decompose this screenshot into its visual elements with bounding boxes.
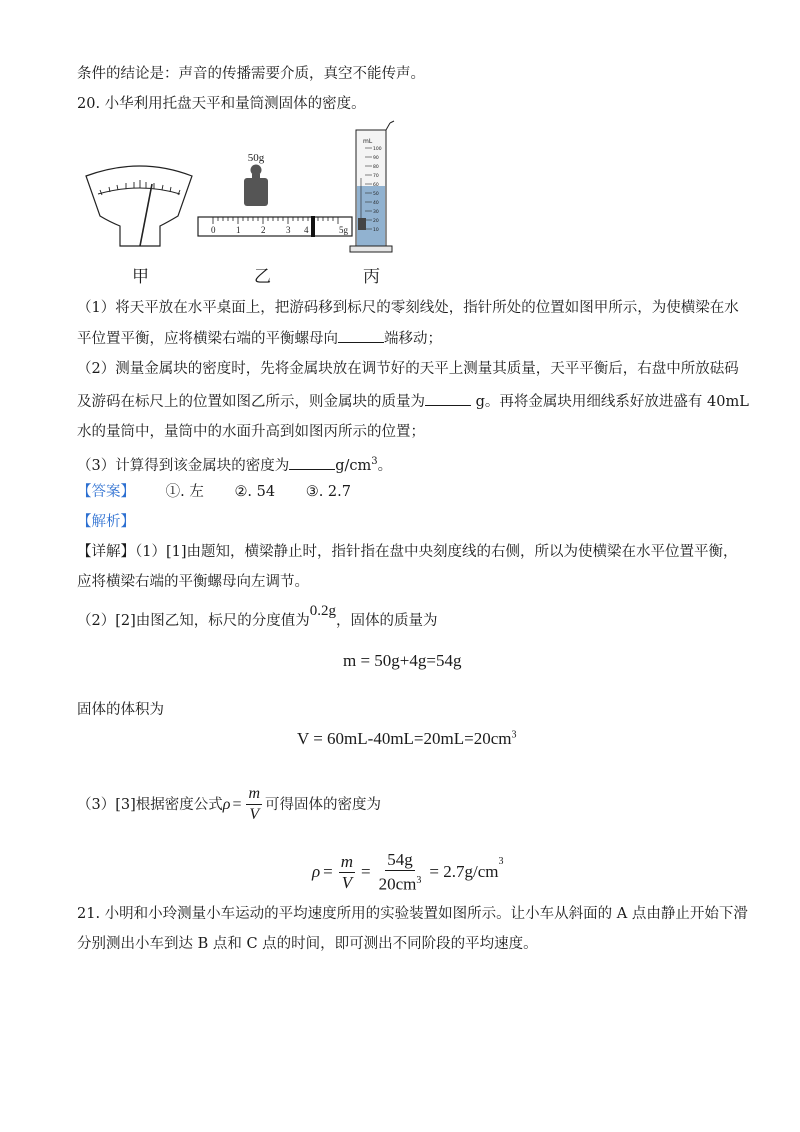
superscript: 3: [498, 856, 504, 867]
text-span: （3）[3]根据密度公式: [77, 796, 223, 813]
question-21-line-2: 分别测出小车到达 B 点和 C 点的时间，即可测出不同阶段的平均速度。: [77, 936, 538, 952]
answer-blank[interactable]: [289, 455, 335, 470]
weight-label: 50g: [247, 152, 265, 164]
question-part-1-cont: [77, 328, 442, 349]
text-span: （2）[2]由图乙知，标尺的分度值为: [77, 613, 310, 629]
ruler-tick-4: 4: [304, 225, 309, 235]
detail-line-5: [77, 784, 381, 825]
text-line: 条件的结论是：声音的传播需要介质，真空不能传声。: [77, 66, 425, 82]
measuring-cylinder: [350, 121, 394, 252]
cylinder-unit: mL: [363, 138, 373, 145]
detail-line-1: [77, 542, 738, 562]
dial-figure-jia: [86, 166, 192, 246]
rho-symbol: ρ: [222, 795, 231, 813]
superscript: 3: [416, 875, 422, 886]
cylinder-tick: 40: [373, 201, 379, 206]
text-span: g。再将金属块用细线系好放进盛有 40mL: [471, 394, 749, 410]
cylinder-tick: 30: [373, 210, 379, 215]
question-part-3: [77, 452, 392, 476]
question-20-title: 20. 小华利用托盘天平和量筒测固体的密度。: [77, 96, 366, 112]
fraction-numerator: m: [340, 851, 354, 871]
equals-sign: =: [323, 862, 333, 882]
detail-line-3: [77, 603, 438, 631]
figure-label-bing: 丙: [363, 267, 380, 287]
rider-slider: [311, 216, 315, 237]
division-value: 0.2g: [309, 603, 337, 619]
fraction-denominator: V: [249, 806, 260, 823]
answer-tag: 【答案】: [77, 484, 135, 500]
equation-volume: [297, 729, 516, 749]
cylinder-tick: 90: [373, 156, 379, 161]
figure-label-jia: 甲: [132, 267, 149, 287]
answer-line: [77, 482, 351, 502]
analysis-tag: 【解析】: [77, 514, 135, 530]
answer-item: ①. 左: [165, 484, 204, 500]
text-span: （1）[1]由题知，横梁静止时，指针指在盘中央刻度线的右侧，所以为使横梁在水平位置平衡，: [135, 544, 738, 560]
cylinder-tick: 100: [373, 147, 382, 152]
cylinder-tick: 60: [373, 183, 379, 188]
question-part-2: （2）测量金属块的密度时，先将金属块放在调节好的天平上测量其质量，天平平衡后，右盘中所放砝码: [77, 361, 739, 377]
cylinder-tick: 10: [373, 228, 379, 233]
question-part-2-cont: [77, 391, 749, 412]
fraction-m-over-v: [339, 852, 355, 893]
ruler-tick-3: 3: [286, 225, 291, 235]
figure-label-yi: 乙: [254, 267, 271, 287]
ruler-tick-1: 1: [236, 225, 241, 235]
cylinder-tick: 20: [373, 219, 379, 224]
cylinder-tick: 50: [373, 192, 379, 197]
ruler-tick-0: 0: [211, 225, 216, 235]
rho-symbol: ρ: [312, 862, 321, 882]
equals-sign: =: [232, 795, 242, 813]
superscript: 3: [511, 729, 517, 741]
fraction-denominator: V: [341, 872, 353, 892]
text-span: （3）计算得到该金属块的密度为: [77, 457, 290, 474]
cylinder-tick: 70: [373, 174, 379, 179]
cylinder-tick: 80: [373, 165, 379, 170]
answer-item: ③. 2.7: [305, 484, 351, 500]
text-span: g/cm: [335, 457, 372, 474]
text-span: ，固体的质量为: [336, 613, 438, 629]
text-span: 及游码在标尺上的位置如图乙所示，则金属块的质量为: [77, 394, 425, 410]
text-span: 。: [377, 457, 393, 474]
metal-block: [358, 218, 366, 230]
answer-blank[interactable]: [425, 391, 471, 406]
question-part-1: （1）将天平放在水平桌面上，把游码移到标尺的零刻线处，指针所处的位置如图甲所示，为使横梁在水: [77, 300, 739, 316]
detail-line-2: 应将横梁右端的平衡螺母向左调节。: [77, 574, 309, 590]
text-span: 平位置平衡，应将横梁右端的平衡螺母向: [77, 331, 338, 347]
ruler-tick-5: 5g: [339, 225, 348, 235]
weight-50g: [244, 152, 268, 206]
text-span: 端移动；: [384, 331, 442, 347]
fraction-numerator: m: [246, 784, 262, 805]
fraction-m-over-v: [246, 784, 262, 825]
question-21-line-1: 21. 小明和小玲测量小车运动的平均速度所用的实验装置如图所示。让小车从斜面的 A 点由静止开始下滑: [77, 906, 748, 922]
answer-item: ②. 54: [234, 484, 276, 500]
answer-blank[interactable]: [338, 328, 384, 343]
text-span: V = 60mL-40mL=20mL=20cm: [297, 729, 512, 748]
ruler: [198, 216, 352, 237]
fraction-values: [377, 850, 424, 895]
fraction-denominator: 20cm: [378, 874, 417, 894]
ruler-tick-2: 2: [261, 225, 266, 235]
density-result: = 2.7g/cm: [429, 862, 499, 882]
equation-mass: m = 50g+4g=54g: [343, 651, 462, 670]
superscript: 3: [371, 456, 378, 467]
detail-line-4: 固体的体积为: [77, 702, 164, 718]
question-part-2-cont2: 水的量筒中，量筒中的水面升高到如图丙所示的位置；: [77, 424, 425, 440]
detail-tag: 【详解】: [77, 544, 135, 560]
text-span: 可得固体的密度为: [265, 796, 382, 813]
equals-sign: =: [361, 862, 371, 882]
equation-density: [312, 850, 504, 895]
fraction-numerator: 54g: [387, 850, 413, 869]
